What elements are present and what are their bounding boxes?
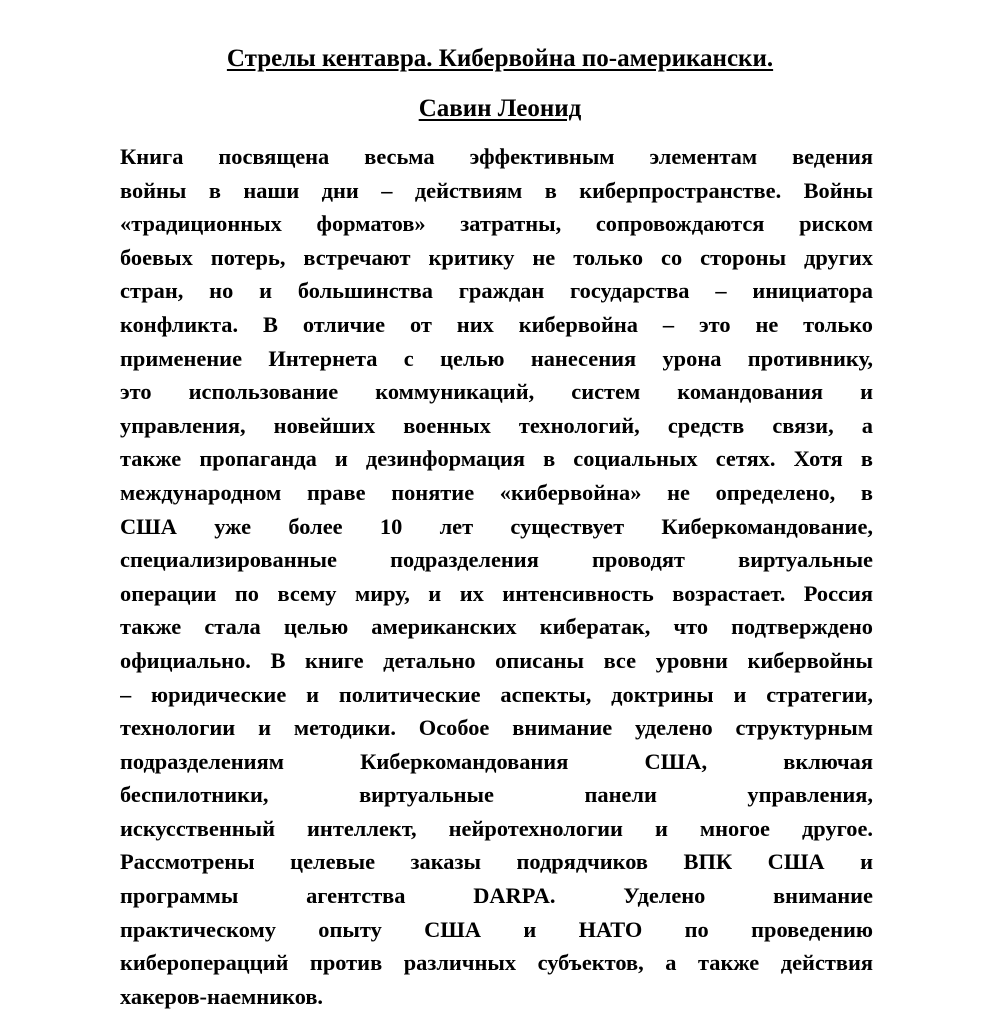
annotation-line: кибероперацций против различных субъектов, а также действия xyxy=(120,950,873,976)
annotation-line: Книга посвящена весьма эффективным элементам ведения xyxy=(120,144,873,169)
annotation-line: подразделениям Киберкомандования США, включая xyxy=(120,748,873,774)
annotation-line: также пропаганда и дезинформация в социальных сетях. Хотя в xyxy=(120,446,873,472)
annotation-line: специализированные подразделения проводят виртуальные xyxy=(120,547,873,573)
annotation-line: программы агентства DARPA. Уделено внимание xyxy=(120,883,873,909)
annotation-line: конфликта. В отличие от них кибервойна – это не только xyxy=(120,311,873,337)
annotation-line: международном праве понятие «кибервойна» не определено, в xyxy=(120,479,873,505)
annotation-line: операции по всему миру, и их интенсивность возрастает. Россия xyxy=(120,580,873,606)
annotation-line: – юридические и политические аспекты, доктрины и стратегии, xyxy=(120,681,873,707)
annotation-line: официально. В книге детально описаны все уровни кибервойны xyxy=(120,647,873,673)
annotation-line: «традиционных форматов» затратны, сопровождаются риском xyxy=(120,211,873,237)
annotation-line: США уже более 10 лет существует Киберкомандование, xyxy=(120,513,873,539)
annotation-line: хакеров-наемников. xyxy=(120,983,324,1009)
annotation-line: стран, но и большинства граждан государства – инициатора xyxy=(120,278,873,304)
book-title: Стрелы кентавра. Кибервойна по-американски. xyxy=(226,45,774,72)
annotation-line: практическому опыту США и НАТО по проведению xyxy=(120,916,873,942)
annotation-line: беспилотники, виртуальные панели управления, xyxy=(120,782,873,808)
book-annotation xyxy=(120,140,873,1013)
annotation-line: также стала целью американских кибератак, что подтверждено xyxy=(120,614,873,640)
annotation-line: Рассмотрены целевые заказы подрядчиков ВПК США и xyxy=(120,849,873,875)
annotation-line: управления, новейших военных технологий, средств связи, а xyxy=(120,412,873,438)
annotation-line: войны в наши дни – действиям в киберпространстве. Войны xyxy=(120,177,873,203)
book-author: Савин Леонид xyxy=(418,95,582,122)
annotation-line: искусственный интеллект, нейротехнологии и многое другое. xyxy=(120,815,873,841)
annotation-line: технологии и методики. Особое внимание уделено структурным xyxy=(120,715,873,741)
annotation-line: это использование коммуникаций, систем командования и xyxy=(120,379,873,405)
annotation-line: боевых потерь, встречают критику не только со стороны других xyxy=(120,244,873,270)
annotation-line: применение Интернета с целью нанесения урона противнику, xyxy=(120,345,873,371)
